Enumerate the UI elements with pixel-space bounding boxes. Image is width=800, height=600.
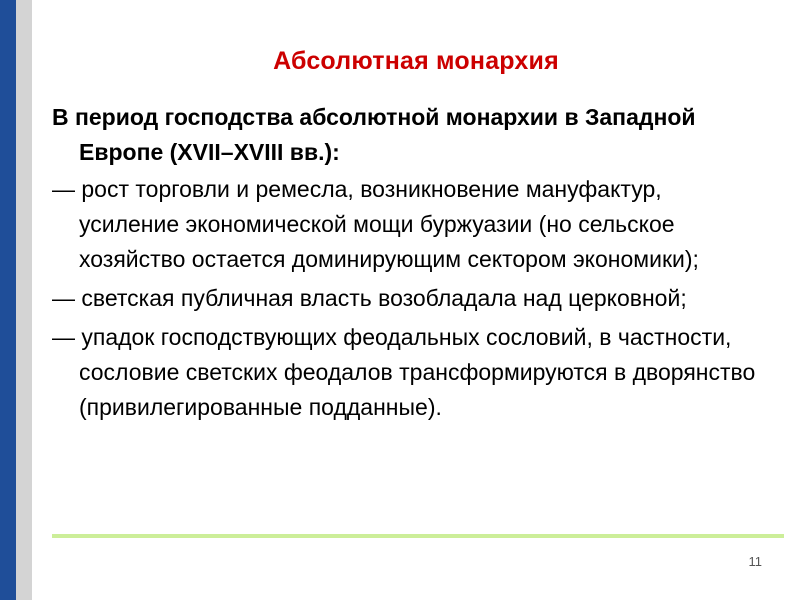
bullet-item: — упадок господствующих феодальных сословий, в частности, сословие светских феодалов трансформируются в дворянство (привилегированные подданные). xyxy=(52,324,756,420)
page-number: 11 xyxy=(748,554,762,569)
slide-title: Абсолютная монархия xyxy=(273,47,559,75)
slide xyxy=(32,0,800,600)
bullet-item: — светская публичная власть возобладала над церковной; xyxy=(52,285,687,311)
left-accent-bar xyxy=(0,0,16,600)
footer-divider xyxy=(52,534,784,538)
intro-paragraph: В период господства абсолютной монархии в Западной Европе (XVII–XVIII вв.): xyxy=(52,104,696,165)
bullet-item: — рост торговли и ремесла, возникновение мануфактур, усиление экономической мощи буржуазии (но сельское хозяйство остается доминирующим сектором экономики); xyxy=(52,176,699,272)
slide-body xyxy=(52,100,767,425)
